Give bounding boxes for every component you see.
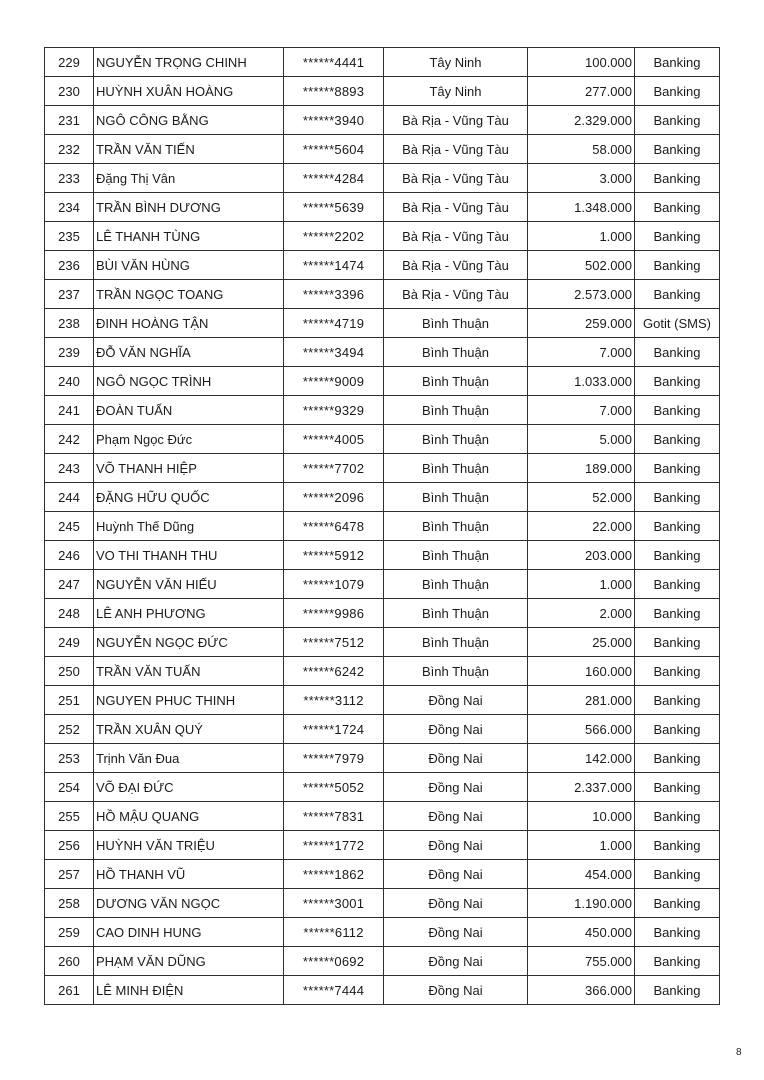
name-cell: VO THI THANH THU <box>94 541 284 570</box>
amount-cell: 1.348.000 <box>528 193 635 222</box>
row-index-cell: 236 <box>45 251 94 280</box>
table-row <box>45 396 720 425</box>
province-cell: Đồng Nai <box>384 744 528 773</box>
amount-cell: 259.000 <box>528 309 635 338</box>
method-cell: Banking <box>635 512 720 541</box>
table-row <box>45 222 720 251</box>
method-cell: Banking <box>635 599 720 628</box>
masked-number-cell: ******3494 <box>284 338 384 367</box>
row-index-cell: 242 <box>45 425 94 454</box>
name-cell: LÊ ANH PHƯƠNG <box>94 599 284 628</box>
row-index-cell: 240 <box>45 367 94 396</box>
masked-number-cell: ******1079 <box>284 570 384 599</box>
province-cell: Đồng Nai <box>384 860 528 889</box>
table-row <box>45 193 720 222</box>
table-row <box>45 164 720 193</box>
name-cell: NGUYỄN TRỌNG CHINH <box>94 48 284 77</box>
amount-cell: 100.000 <box>528 48 635 77</box>
method-cell: Banking <box>635 48 720 77</box>
table-row <box>45 251 720 280</box>
table-row <box>45 744 720 773</box>
method-cell: Banking <box>635 193 720 222</box>
method-cell: Banking <box>635 831 720 860</box>
masked-number-cell: ******1862 <box>284 860 384 889</box>
masked-number-cell: ******4441 <box>284 48 384 77</box>
method-cell: Banking <box>635 280 720 309</box>
table-row <box>45 338 720 367</box>
province-cell: Tây Ninh <box>384 48 528 77</box>
province-cell: Bình Thuận <box>384 570 528 599</box>
name-cell: BÙI VĂN HÙNG <box>94 251 284 280</box>
row-index-cell: 244 <box>45 483 94 512</box>
name-cell: VÕ ĐẠI ĐỨC <box>94 773 284 802</box>
masked-number-cell: ******6112 <box>284 918 384 947</box>
row-index-cell: 229 <box>45 48 94 77</box>
name-cell: TRẦN VĂN TIẾN <box>94 135 284 164</box>
row-index-cell: 234 <box>45 193 94 222</box>
method-cell: Banking <box>635 396 720 425</box>
method-cell: Banking <box>635 802 720 831</box>
method-cell: Banking <box>635 425 720 454</box>
name-cell: VÕ THANH HIỆP <box>94 454 284 483</box>
masked-number-cell: ******8893 <box>284 77 384 106</box>
masked-number-cell: ******1474 <box>284 251 384 280</box>
row-index-cell: 254 <box>45 773 94 802</box>
name-cell: HUỲNH VĂN TRIỆU <box>94 831 284 860</box>
amount-cell: 1.000 <box>528 831 635 860</box>
method-cell: Banking <box>635 918 720 947</box>
province-cell: Đồng Nai <box>384 802 528 831</box>
table-row <box>45 48 720 77</box>
province-cell: Bình Thuận <box>384 599 528 628</box>
table-row <box>45 773 720 802</box>
amount-cell: 454.000 <box>528 860 635 889</box>
masked-number-cell: ******9986 <box>284 599 384 628</box>
method-cell: Banking <box>635 541 720 570</box>
amount-cell: 1.033.000 <box>528 367 635 396</box>
province-cell: Bình Thuận <box>384 338 528 367</box>
method-cell: Banking <box>635 976 720 1005</box>
method-cell: Banking <box>635 106 720 135</box>
amount-cell: 22.000 <box>528 512 635 541</box>
province-cell: Tây Ninh <box>384 77 528 106</box>
name-cell: PHẠM VĂN DŨNG <box>94 947 284 976</box>
row-index-cell: 246 <box>45 541 94 570</box>
table-row <box>45 367 720 396</box>
province-cell: Đồng Nai <box>384 715 528 744</box>
row-index-cell: 252 <box>45 715 94 744</box>
masked-number-cell: ******3001 <box>284 889 384 918</box>
masked-number-cell: ******4284 <box>284 164 384 193</box>
method-cell: Banking <box>635 135 720 164</box>
name-cell: ĐOÀN TUẤN <box>94 396 284 425</box>
name-cell: Đặng Thị Vân <box>94 164 284 193</box>
province-cell: Bình Thuận <box>384 628 528 657</box>
method-cell: Banking <box>635 338 720 367</box>
name-cell: NGUYEN PHUC THINH <box>94 686 284 715</box>
masked-number-cell: ******6478 <box>284 512 384 541</box>
amount-cell: 5.000 <box>528 425 635 454</box>
amount-cell: 755.000 <box>528 947 635 976</box>
name-cell: NGUYỄN NGỌC ĐỨC <box>94 628 284 657</box>
masked-number-cell: ******7702 <box>284 454 384 483</box>
table-row <box>45 570 720 599</box>
amount-cell: 7.000 <box>528 338 635 367</box>
province-cell: Đồng Nai <box>384 918 528 947</box>
masked-number-cell: ******3940 <box>284 106 384 135</box>
amount-cell: 450.000 <box>528 918 635 947</box>
method-cell: Banking <box>635 164 720 193</box>
masked-number-cell: ******1724 <box>284 715 384 744</box>
masked-number-cell: ******6242 <box>284 657 384 686</box>
row-index-cell: 235 <box>45 222 94 251</box>
amount-cell: 1.000 <box>528 222 635 251</box>
table-row <box>45 483 720 512</box>
province-cell: Đồng Nai <box>384 686 528 715</box>
table-row <box>45 802 720 831</box>
name-cell: HỒ MẬU QUANG <box>94 802 284 831</box>
row-index-cell: 257 <box>45 860 94 889</box>
province-cell: Đồng Nai <box>384 773 528 802</box>
masked-number-cell: ******5912 <box>284 541 384 570</box>
method-cell: Banking <box>635 483 720 512</box>
amount-cell: 277.000 <box>528 77 635 106</box>
table-row <box>45 889 720 918</box>
amount-cell: 160.000 <box>528 657 635 686</box>
name-cell: TRẦN XUÂN QUÝ <box>94 715 284 744</box>
amount-cell: 52.000 <box>528 483 635 512</box>
table-row <box>45 918 720 947</box>
province-cell: Bà Rịa - Vũng Tàu <box>384 106 528 135</box>
amount-cell: 502.000 <box>528 251 635 280</box>
amount-cell: 7.000 <box>528 396 635 425</box>
row-index-cell: 261 <box>45 976 94 1005</box>
table-row <box>45 135 720 164</box>
province-cell: Bình Thuận <box>384 396 528 425</box>
amount-cell: 25.000 <box>528 628 635 657</box>
province-cell: Bà Rịa - Vũng Tàu <box>384 164 528 193</box>
amount-cell: 1.190.000 <box>528 889 635 918</box>
province-cell: Đồng Nai <box>384 831 528 860</box>
table-row <box>45 77 720 106</box>
method-cell: Banking <box>635 454 720 483</box>
name-cell: Phạm Ngọc Đức <box>94 425 284 454</box>
province-cell: Bình Thuận <box>384 454 528 483</box>
table-row <box>45 309 720 338</box>
row-index-cell: 249 <box>45 628 94 657</box>
name-cell: ĐẶNG HỮU QUỐC <box>94 483 284 512</box>
province-cell: Bình Thuận <box>384 309 528 338</box>
masked-number-cell: ******7979 <box>284 744 384 773</box>
table-row <box>45 106 720 135</box>
row-index-cell: 231 <box>45 106 94 135</box>
table-row <box>45 715 720 744</box>
method-cell: Banking <box>635 686 720 715</box>
row-index-cell: 239 <box>45 338 94 367</box>
masked-number-cell: ******3112 <box>284 686 384 715</box>
table-row <box>45 512 720 541</box>
masked-number-cell: ******2096 <box>284 483 384 512</box>
method-cell: Banking <box>635 657 720 686</box>
name-cell: HUỲNH XUÂN HOÀNG <box>94 77 284 106</box>
amount-cell: 142.000 <box>528 744 635 773</box>
province-cell: Bà Rịa - Vũng Tàu <box>384 280 528 309</box>
table-row <box>45 976 720 1005</box>
row-index-cell: 245 <box>45 512 94 541</box>
amount-cell: 58.000 <box>528 135 635 164</box>
row-index-cell: 260 <box>45 947 94 976</box>
masked-number-cell: ******3396 <box>284 280 384 309</box>
recipients-table <box>44 47 720 1005</box>
masked-number-cell: ******0692 <box>284 947 384 976</box>
name-cell: TRẦN BÌNH DƯƠNG <box>94 193 284 222</box>
name-cell: TRẦN NGỌC TOANG <box>94 280 284 309</box>
method-cell: Banking <box>635 947 720 976</box>
method-cell: Banking <box>635 367 720 396</box>
amount-cell: 10.000 <box>528 802 635 831</box>
province-cell: Bình Thuận <box>384 541 528 570</box>
name-cell: NGÔ CÔNG BẰNG <box>94 106 284 135</box>
province-cell: Bà Rịa - Vũng Tàu <box>384 135 528 164</box>
table-row <box>45 541 720 570</box>
row-index-cell: 241 <box>45 396 94 425</box>
table-row <box>45 628 720 657</box>
row-index-cell: 248 <box>45 599 94 628</box>
amount-cell: 2.329.000 <box>528 106 635 135</box>
amount-cell: 281.000 <box>528 686 635 715</box>
method-cell: Banking <box>635 77 720 106</box>
table-row <box>45 657 720 686</box>
masked-number-cell: ******7444 <box>284 976 384 1005</box>
name-cell: NGUYỄN VĂN HIẾU <box>94 570 284 599</box>
method-cell: Banking <box>635 889 720 918</box>
province-cell: Bình Thuận <box>384 483 528 512</box>
table-row <box>45 599 720 628</box>
row-index-cell: 237 <box>45 280 94 309</box>
amount-cell: 1.000 <box>528 570 635 599</box>
province-cell: Bình Thuận <box>384 657 528 686</box>
masked-number-cell: ******1772 <box>284 831 384 860</box>
method-cell: Banking <box>635 628 720 657</box>
masked-number-cell: ******9329 <box>284 396 384 425</box>
row-index-cell: 238 <box>45 309 94 338</box>
table-row <box>45 280 720 309</box>
masked-number-cell: ******5604 <box>284 135 384 164</box>
row-index-cell: 258 <box>45 889 94 918</box>
row-index-cell: 230 <box>45 77 94 106</box>
table-row <box>45 686 720 715</box>
name-cell: ĐINH HOÀNG TẬN <box>94 309 284 338</box>
row-index-cell: 251 <box>45 686 94 715</box>
province-cell: Đồng Nai <box>384 947 528 976</box>
amount-cell: 2.337.000 <box>528 773 635 802</box>
name-cell: NGÔ NGỌC TRÌNH <box>94 367 284 396</box>
province-cell: Bình Thuận <box>384 425 528 454</box>
amount-cell: 2.573.000 <box>528 280 635 309</box>
province-cell: Bà Rịa - Vũng Tàu <box>384 222 528 251</box>
name-cell: Huỳnh Thế Dũng <box>94 512 284 541</box>
row-index-cell: 232 <box>45 135 94 164</box>
method-cell: Banking <box>635 570 720 599</box>
method-cell: Banking <box>635 715 720 744</box>
masked-number-cell: ******5052 <box>284 773 384 802</box>
masked-number-cell: ******4005 <box>284 425 384 454</box>
table-row <box>45 947 720 976</box>
table-row <box>45 454 720 483</box>
masked-number-cell: ******2202 <box>284 222 384 251</box>
page-number: 8 <box>736 1047 742 1058</box>
name-cell: DƯƠNG VĂN NGỌC <box>94 889 284 918</box>
name-cell: Trịnh Văn Đua <box>94 744 284 773</box>
name-cell: HỒ THANH VŨ <box>94 860 284 889</box>
masked-number-cell: ******4719 <box>284 309 384 338</box>
amount-cell: 566.000 <box>528 715 635 744</box>
masked-number-cell: ******7512 <box>284 628 384 657</box>
row-index-cell: 250 <box>45 657 94 686</box>
row-index-cell: 255 <box>45 802 94 831</box>
name-cell: CAO DINH HUNG <box>94 918 284 947</box>
province-cell: Bà Rịa - Vũng Tàu <box>384 251 528 280</box>
row-index-cell: 259 <box>45 918 94 947</box>
method-cell: Gotit (SMS) <box>635 309 720 338</box>
row-index-cell: 253 <box>45 744 94 773</box>
row-index-cell: 243 <box>45 454 94 483</box>
row-index-cell: 247 <box>45 570 94 599</box>
table-row <box>45 831 720 860</box>
masked-number-cell: ******9009 <box>284 367 384 396</box>
province-cell: Bà Rịa - Vũng Tàu <box>384 193 528 222</box>
amount-cell: 189.000 <box>528 454 635 483</box>
province-cell: Đồng Nai <box>384 889 528 918</box>
name-cell: LÊ MINH ĐIỆN <box>94 976 284 1005</box>
table-row <box>45 425 720 454</box>
row-index-cell: 256 <box>45 831 94 860</box>
province-cell: Bình Thuận <box>384 367 528 396</box>
method-cell: Banking <box>635 773 720 802</box>
method-cell: Banking <box>635 222 720 251</box>
amount-cell: 203.000 <box>528 541 635 570</box>
method-cell: Banking <box>635 860 720 889</box>
amount-cell: 2.000 <box>528 599 635 628</box>
masked-number-cell: ******5639 <box>284 193 384 222</box>
name-cell: TRẦN VĂN TUẤN <box>94 657 284 686</box>
province-cell: Bình Thuận <box>384 512 528 541</box>
method-cell: Banking <box>635 744 720 773</box>
name-cell: LÊ THANH TÙNG <box>94 222 284 251</box>
province-cell: Đồng Nai <box>384 976 528 1005</box>
amount-cell: 3.000 <box>528 164 635 193</box>
masked-number-cell: ******7831 <box>284 802 384 831</box>
amount-cell: 366.000 <box>528 976 635 1005</box>
table-row <box>45 860 720 889</box>
row-index-cell: 233 <box>45 164 94 193</box>
method-cell: Banking <box>635 251 720 280</box>
name-cell: ĐỖ VĂN NGHĨA <box>94 338 284 367</box>
